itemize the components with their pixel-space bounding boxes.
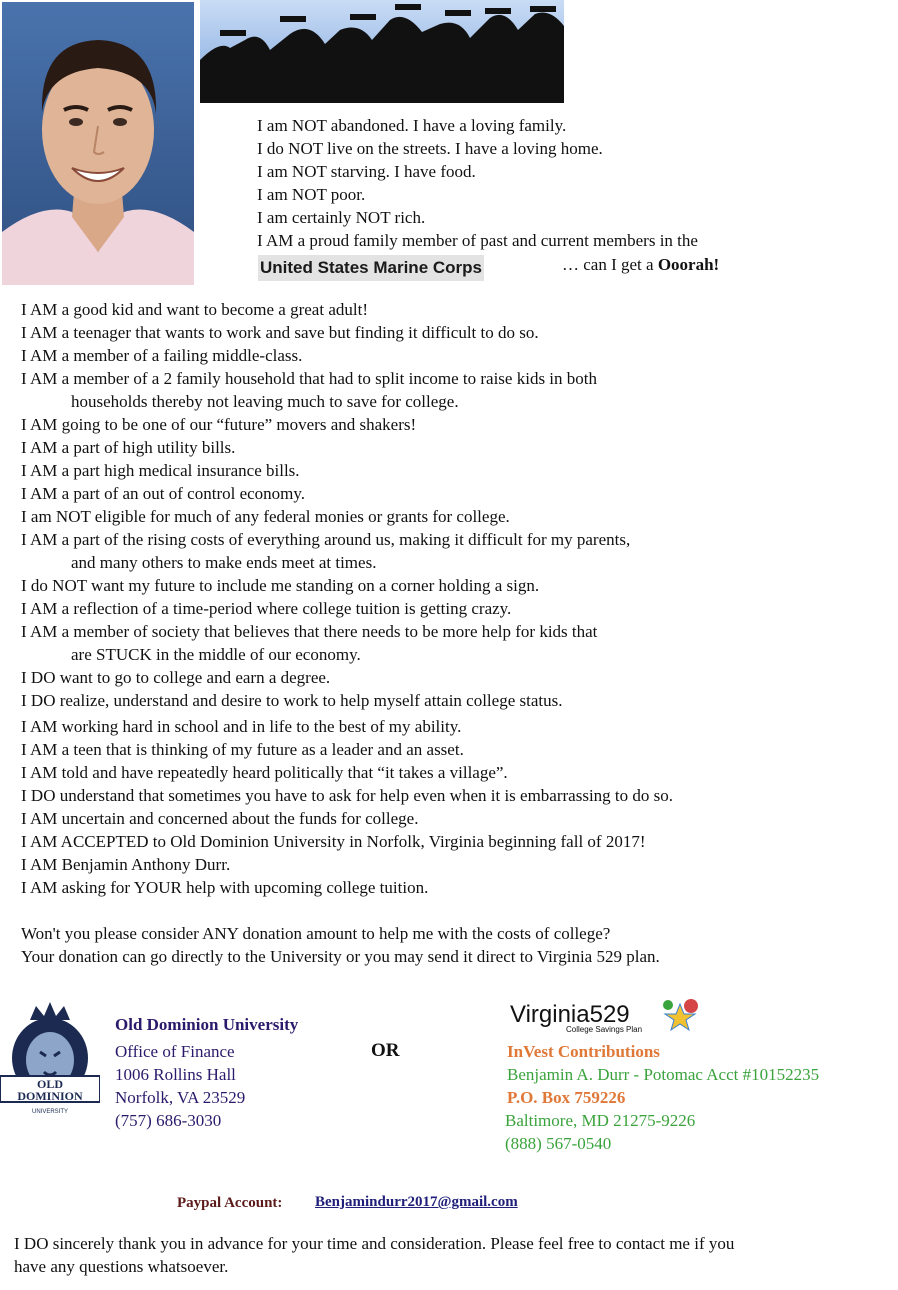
odu-logo [0, 1000, 100, 1118]
top-line-3: I am NOT starving. I have food. [257, 162, 476, 181]
statement-line-continued: households thereby not leaving much to save for college. [71, 392, 459, 411]
oorah-line [562, 255, 719, 275]
appeal-line-2: Your donation can go directly to the University or you may send it direct to Virginia 529 plan. [21, 947, 660, 966]
odu-logo-text-2: DOMINION [17, 1089, 83, 1103]
statement-line: I AM a part of the rising costs of everything around us, making it difficult for my parents, [21, 530, 631, 549]
statement-line: I DO understand that sometimes you have to ask for help even when it is embarrassing to do so. [21, 786, 674, 805]
statement-line: I AM working hard in school and in life to the best of my ability. [21, 717, 462, 736]
statement-line: I am NOT eligible for much of any federal monies or grants for college. [21, 507, 510, 526]
student-portrait [2, 2, 194, 285]
statement-line-continued: are STUCK in the middle of our economy. [71, 645, 361, 664]
paypal-email-link[interactable]: Benjamindurr2017@gmail.com [315, 1194, 518, 1210]
statement-line: I AM a member of society that believes that there needs to be more help for kids that [21, 622, 598, 641]
virginia529-logo [508, 996, 708, 1036]
statement-line: I AM a good kid and want to become a great adult! [21, 300, 368, 319]
statement-line: I AM a part of high utility bills. [21, 438, 236, 457]
odu-logo-text-1: OLD [36, 1077, 64, 1091]
statement-line: I AM a teenager that wants to work and save but finding it difficult to do so. [21, 323, 539, 342]
appeal-line-1: Won't you please consider ANY donation amount to help me with the costs of college? [21, 924, 611, 943]
top-line-6: I AM a proud family member of past and current members in the [257, 231, 698, 250]
or-label: OR [371, 1040, 400, 1061]
statement-line: I AM a part high medical insurance bills. [21, 461, 300, 480]
statement-line: I AM Benjamin Anthony Durr. [21, 855, 231, 874]
statement-line: I AM a member of a failing middle-class. [21, 346, 303, 365]
thanks-line-2: have any questions whatsoever. [14, 1257, 229, 1276]
odu-logo-text-3: UNIVERSITY [31, 1109, 69, 1115]
virginia529-logo-image [508, 996, 708, 1036]
portrait-image [2, 2, 194, 285]
statement-line-continued: and many others to make ends meet at times. [71, 553, 377, 572]
paypal-label: Paypal Account: [177, 1195, 283, 1211]
va529-po-box: P.O. Box 759226 [507, 1088, 626, 1107]
statement-line: I AM told and have repeatedly heard politically that “it takes a village”. [21, 763, 508, 782]
odu-office: Office of Finance [115, 1042, 235, 1061]
top-line-5: I am certainly NOT rich. [257, 208, 426, 227]
statement-line: I AM going to be one of our “future” movers and shakers! [21, 415, 417, 434]
va529-city: Baltimore, MD 21275-9226 [505, 1111, 696, 1130]
odu-lion-logo-image [0, 1000, 100, 1118]
graduates-silhouette-image [200, 0, 564, 103]
top-line-1: I am NOT abandoned. I have a loving family. [257, 116, 567, 135]
va529-phone: (888) 567-0540 [505, 1134, 612, 1153]
odu-name: Old Dominion University [115, 1015, 299, 1034]
odu-city: Norfolk, VA 23529 [115, 1088, 246, 1107]
statement-line: I AM a reflection of a time-period where college tuition is getting crazy. [21, 599, 512, 618]
statement-line: I AM a member of a 2 family household that had to split income to raise kids in both [21, 369, 598, 388]
top-line-2: I do NOT live on the streets. I have a loving home. [257, 139, 603, 158]
virginia529-logo-tagline: College Savings Plan [566, 1025, 643, 1034]
statement-line: I DO want to go to college and earn a degree. [21, 668, 331, 687]
va529-account: Benjamin A. Durr - Potomac Acct #10152235 [507, 1065, 820, 1084]
usmc-highlight: United States Marine Corps [258, 255, 484, 281]
statement-line: I AM ACCEPTED to Old Dominion University in Norfolk, Virginia beginning fall of 2017! [21, 832, 646, 851]
oorah-word: Ooorah! [657, 255, 720, 274]
virginia529-logo-text: Virginia529 [510, 1001, 630, 1028]
odu-street: 1006 Rollins Hall [115, 1065, 236, 1084]
statement-line: I AM asking for YOUR help with upcoming college tuition. [21, 878, 429, 897]
statement-line: I DO realize, understand and desire to work to help myself attain college status. [21, 691, 563, 710]
top-line-4: I am NOT poor. [257, 185, 366, 204]
graduation-banner [200, 0, 564, 103]
va529-title: InVest Contributions [507, 1042, 660, 1061]
statement-line: I do NOT want my future to include me standing on a corner holding a sign. [21, 576, 540, 595]
statement-line: I AM a teen that is thinking of my future as a leader and an asset. [21, 740, 464, 759]
odu-phone: (757) 686-3030 [115, 1111, 222, 1130]
statement-line: I AM a part of an out of control economy. [21, 484, 306, 503]
oorah-prefix: … can I get a [562, 255, 658, 274]
thanks-line-1: I DO sincerely thank you in advance for your time and consideration. Please feel free to contact me if you [14, 1234, 735, 1253]
statement-line: I AM uncertain and concerned about the funds for college. [21, 809, 419, 828]
